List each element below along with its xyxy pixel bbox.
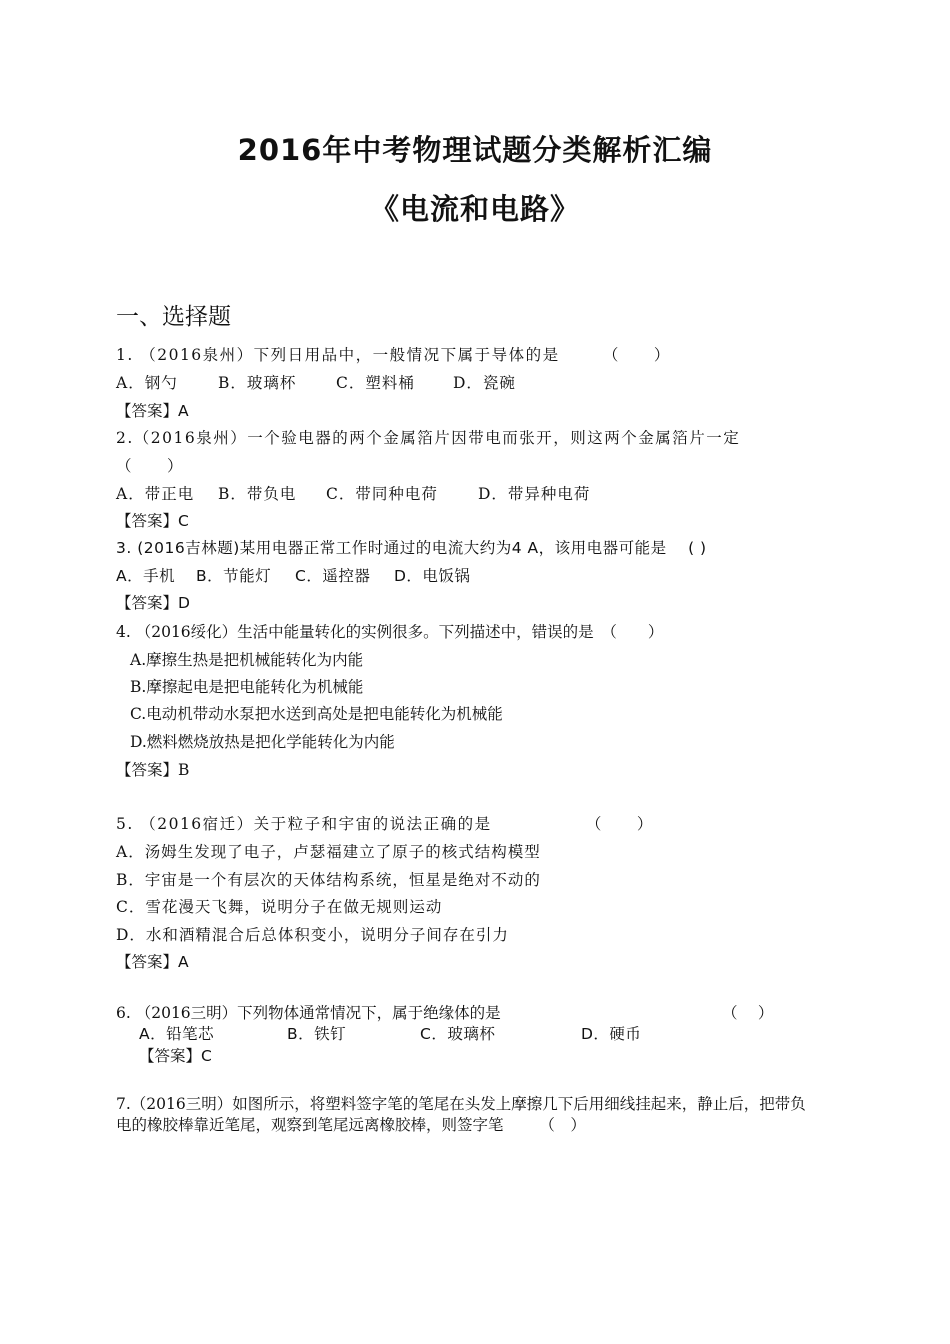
question-6-paren: （ ） (722, 1004, 774, 1022)
question-6-option-c: C．玻璃杯 (420, 1025, 496, 1043)
question-5-stem: 5. （2016宿迁）关于粒子和宇宙的说法正确的是 （ ） (116, 815, 654, 833)
question-4-option-b: B.摩擦起电是把电能转化为机械能 (130, 678, 364, 696)
question-2-answer: 【答案】C (116, 512, 189, 530)
question-5-option-b: B．宇宙是一个有层次的天体结构系统，恒星是绝对不动的 (116, 871, 541, 889)
question-2-option-a: A．带正电 (116, 485, 195, 503)
question-2-stem-continued: （ ） (116, 457, 185, 475)
question-4-answer: 【答案】B (116, 761, 190, 779)
question-3-option-d: D．电饭锅 (394, 567, 471, 585)
question-5-answer: 【答案】A (116, 953, 189, 971)
question-5-option-d: D．水和酒精混合后总体积变小，说明分子间存在引力 (116, 926, 509, 944)
question-4-option-a: A.摩擦生热是把机械能转化为内能 (130, 651, 364, 669)
question-6-option-b: B．铁钉 (287, 1025, 347, 1043)
document-subtitle: 《电流和电路》 (369, 192, 580, 226)
question-3-option-a: A．手机 (116, 567, 176, 585)
question-3-stem: 3. (2016吉林题)某用电器正常工作时通过的电流大约为4 A，该用电器可能是 ( ) (116, 539, 707, 557)
question-6-answer: 【答案】C (139, 1047, 212, 1065)
question-1-stem: 1. （2016泉州）下列日用品中，一般情况下属于导体的是 （ ） (116, 346, 671, 364)
question-5-option-a: A．汤姆生发现了电子，卢瑟福建立了原子的核式结构模型 (116, 843, 541, 861)
question-2-option-c: C．带同种电荷 (326, 485, 438, 503)
question-1-option-d: D．瓷碗 (453, 374, 516, 392)
question-6-option-a: A．铅笔芯 (139, 1025, 215, 1043)
question-6-option-d: D．硬币 (581, 1025, 642, 1043)
question-1-option-a: A．钢勺 (116, 374, 178, 392)
question-6-stem: 6. （2016三明）下列物体通常情况下，属于绝缘体的是 (116, 1004, 501, 1022)
question-1-option-b: B．玻璃杯 (218, 374, 297, 392)
question-4-stem: 4. （2016绥化）生活中能量转化的实例很多。下列描述中，错误的是 （ ） (116, 623, 664, 641)
question-1-answer: 【答案】A (116, 402, 189, 420)
section-title: 一、选择题 (116, 304, 231, 330)
question-2-option-b: B．带负电 (218, 485, 297, 503)
question-3-option-c: C．遥控器 (295, 567, 371, 585)
question-5-option-c: C．雪花漫天飞舞，说明分子在做无规则运动 (116, 898, 443, 916)
question-2-option-d: D．带异种电荷 (478, 485, 591, 503)
question-4-option-d: D.燃料燃烧放热是把化学能转化为内能 (130, 733, 395, 751)
question-7-stem: 7.（2016三明）如图所示，将塑料签字笔的笔尾在头发上摩擦几下后用细线挂起来，静止后，把带负 (116, 1095, 806, 1113)
question-4-option-c: C.电动机带动水泵把水送到高处是把电能转化为机械能 (130, 705, 503, 723)
document-title: 2016年中考物理试题分类解析汇编 (237, 133, 713, 167)
question-7-stem-continued: 电的橡胶棒靠近笔尾，观察到笔尾远离橡胶棒，则签字笔 （ ） (116, 1116, 586, 1134)
question-3-option-b: B．节能灯 (196, 567, 272, 585)
question-2-stem: 2.（2016泉州）一个验电器的两个金属箔片因带电而张开，则这两个金属箔片一定 (116, 429, 741, 447)
question-1-option-c: C．塑料桶 (336, 374, 415, 392)
question-3-answer: 【答案】D (116, 594, 190, 612)
